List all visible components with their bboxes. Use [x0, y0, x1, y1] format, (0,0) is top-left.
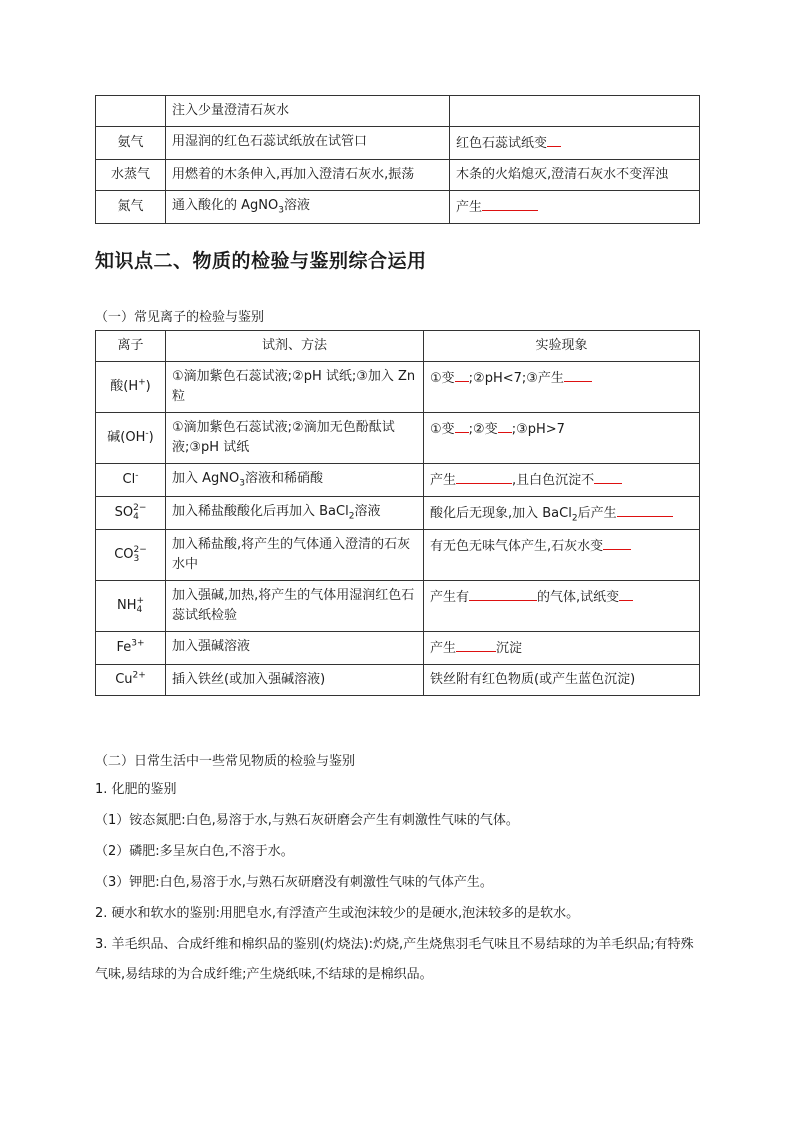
ion-text: 碱(OH: [107, 430, 146, 445]
result-text: 酸化后无现象,加入 BaCl: [430, 506, 572, 521]
result-cell: [424, 464, 700, 497]
answer-blank: [456, 637, 496, 652]
subscript: 3: [278, 205, 284, 216]
ion-cell: [96, 530, 166, 581]
table-row: [96, 581, 700, 632]
gas-name-cell: [96, 96, 166, 127]
answer-blank: [455, 418, 469, 433]
subscript: 4: [136, 604, 143, 615]
method-cell: 注入少量澄清石灰水: [166, 96, 450, 127]
paragraph: 1. 化肥的鉴别: [95, 782, 177, 797]
result-text: ①变: [430, 422, 455, 437]
answer-blank: [455, 367, 469, 382]
superscript: 3+: [131, 638, 145, 649]
table-row: [96, 464, 700, 497]
gas-name-cell: 氮气: [96, 191, 166, 224]
method-text: 溶液和稀硝酸: [244, 471, 323, 486]
header-result: 实验现象: [424, 331, 700, 362]
result-cell: [424, 362, 700, 413]
method-text: 加入 AgNO: [172, 471, 240, 486]
paragraph: （1）铵态氮肥:白色,易溶于水,与熟石灰研磨会产生有刺激性气味的气体。: [95, 813, 519, 828]
superscript: 2+: [132, 670, 146, 681]
answer-blank: [547, 132, 561, 147]
method-cell: 用燃着的木条伸入,再加入澄清石灰水,振荡: [166, 160, 450, 191]
gas-name-cell: 氨气: [96, 127, 166, 160]
result-cell: [424, 530, 700, 581]
answer-blank: [619, 586, 633, 601]
result-text: 沉淀: [496, 641, 523, 656]
method-text: 溶液: [283, 198, 310, 213]
answer-blank: [617, 502, 673, 517]
paragraph: （3）钾肥:白色,易溶于水,与熟石灰研磨没有刺激性气味的气体产生。: [95, 875, 493, 890]
ion-text: CO: [114, 547, 134, 562]
result-text: 产生: [430, 473, 457, 488]
subscript: 2: [571, 513, 578, 524]
result-text: 红色石蕊试纸变: [456, 136, 548, 151]
section-heading: 知识点二、物质的检验与鉴别综合运用: [95, 250, 427, 272]
table-row: [96, 191, 700, 224]
table-row: [96, 413, 700, 464]
table-row: [96, 127, 700, 160]
method-cell: [166, 497, 424, 530]
ion-cell: [96, 362, 166, 413]
paragraph: （2）磷肥:多呈灰白色,不溶于水。: [95, 844, 294, 859]
answer-blank: [469, 586, 537, 601]
table-header-row: [96, 331, 700, 362]
ion-text: Cl: [122, 472, 136, 487]
subscript: 4: [133, 511, 139, 522]
subsection-title: （二）日常生活中一些常见物质的检验与鉴别: [95, 754, 356, 769]
result-cell: [424, 497, 700, 530]
result-cell: [450, 127, 700, 160]
ion-text: ): [148, 430, 154, 445]
result-text: 产生有: [430, 590, 470, 605]
ion-text: Cu: [115, 672, 133, 687]
answer-blank: [603, 535, 631, 550]
ion-text: 酸(H: [110, 379, 139, 394]
result-cell: [450, 96, 700, 127]
ion-cell: [96, 497, 166, 530]
method-cell: 加入强碱,加热,将产生的气体用湿润红色石蕊试纸检验: [166, 581, 424, 632]
answer-blank: [564, 367, 592, 382]
result-cell: 木条的火焰熄灭,澄清石灰水不变浑浊: [450, 160, 700, 191]
answer-blank: [498, 418, 512, 433]
header-method: 试剂、方法: [166, 331, 424, 362]
ion-text: SO: [114, 505, 134, 520]
ion-test-table: [95, 330, 700, 696]
ion-cell: [96, 665, 166, 696]
result-text: 有无色无味气体产生,石灰水变: [430, 539, 604, 554]
result-text: ,且白色沉淀不: [512, 473, 595, 488]
paragraph: 2. 硬水和软水的鉴别:用肥皂水,有浮渣产生或泡沫较少的是硬水,泡沫较多的是软水。: [95, 906, 580, 921]
answer-blank: [456, 469, 512, 484]
method-text: 溶液: [354, 504, 381, 519]
result-cell: [450, 191, 700, 224]
ion-charge-stack: [133, 504, 146, 522]
answer-blank: [482, 196, 538, 211]
result-text: ;③pH>7: [511, 422, 565, 437]
ion-text: ): [145, 379, 151, 394]
table-row: [96, 497, 700, 530]
method-cell: [166, 464, 424, 497]
answer-blank: [594, 469, 622, 484]
result-cell: [424, 413, 700, 464]
table-row: [96, 160, 700, 191]
superscript: +: [138, 377, 146, 388]
superscript: 2−: [133, 544, 147, 555]
ion-charge-stack: [134, 546, 147, 564]
table-row: [96, 632, 700, 665]
subsection-title: （一）常见离子的检验与鉴别: [95, 310, 265, 325]
superscript: -: [135, 470, 139, 481]
result-cell: [424, 632, 700, 665]
method-cell: 用湿润的红色石蕊试纸放在试管口: [166, 127, 450, 160]
table-row: [96, 362, 700, 413]
table-row: [96, 96, 700, 127]
table-row: [96, 665, 700, 696]
result-text: ;②pH<7;③产生: [468, 371, 564, 386]
paragraph: 3. 羊毛织品、合成纤维和棉织品的鉴别(灼烧法):灼烧,产生烧焦羽毛气味且不易结球的为羊毛织品;有特殊气味,易结球的为合成纤维;产生烧纸味,不结球的是棉织品。: [95, 937, 694, 982]
ion-text: Fe: [116, 640, 132, 655]
result-text: 产生: [456, 200, 483, 215]
result-text: ①变: [430, 371, 455, 386]
subscript: 3: [239, 478, 245, 489]
method-cell: 插入铁丝(或加入强碱溶液): [166, 665, 424, 696]
header-ion: 离子: [96, 331, 166, 362]
table-row: [96, 530, 700, 581]
result-text: ;②变: [468, 422, 498, 437]
method-cell: ①滴加紫色石蕊试液;②pH 试纸;③加入 Zn 粒: [166, 362, 424, 413]
result-cell: 铁丝附有红色物质(或产生蓝色沉淀): [424, 665, 700, 696]
result-text: 后产生: [577, 506, 617, 521]
method-cell: 加入稀盐酸,将产生的气体通入澄清的石灰水中: [166, 530, 424, 581]
method-text: 通入酸化的 AgNO: [172, 198, 279, 213]
ion-text: NH: [116, 598, 137, 613]
superscript: -: [145, 428, 149, 439]
gas-test-table: [95, 95, 700, 224]
method-text: 加入稀盐酸酸化后再加入 BaCl: [172, 504, 349, 519]
method-cell: [166, 191, 450, 224]
result-cell: [424, 581, 700, 632]
subscript: 2: [348, 511, 355, 522]
ion-cell: [96, 413, 166, 464]
superscript: 2−: [133, 502, 147, 513]
gas-name-cell: 水蒸气: [96, 160, 166, 191]
method-cell: 加入强碱溶液: [166, 632, 424, 665]
result-text: 的气体,试纸变: [537, 590, 620, 605]
subscript: 3: [133, 553, 140, 564]
ion-cell: [96, 632, 166, 665]
method-cell: ①滴加紫色石蕊试液;②滴加无色酚酞试液;③pH 试纸: [166, 413, 424, 464]
ion-charge-stack: [136, 597, 144, 615]
superscript: +: [136, 595, 145, 606]
ion-cell: [96, 464, 166, 497]
result-text: 产生: [430, 641, 457, 656]
ion-cell: [96, 581, 166, 632]
